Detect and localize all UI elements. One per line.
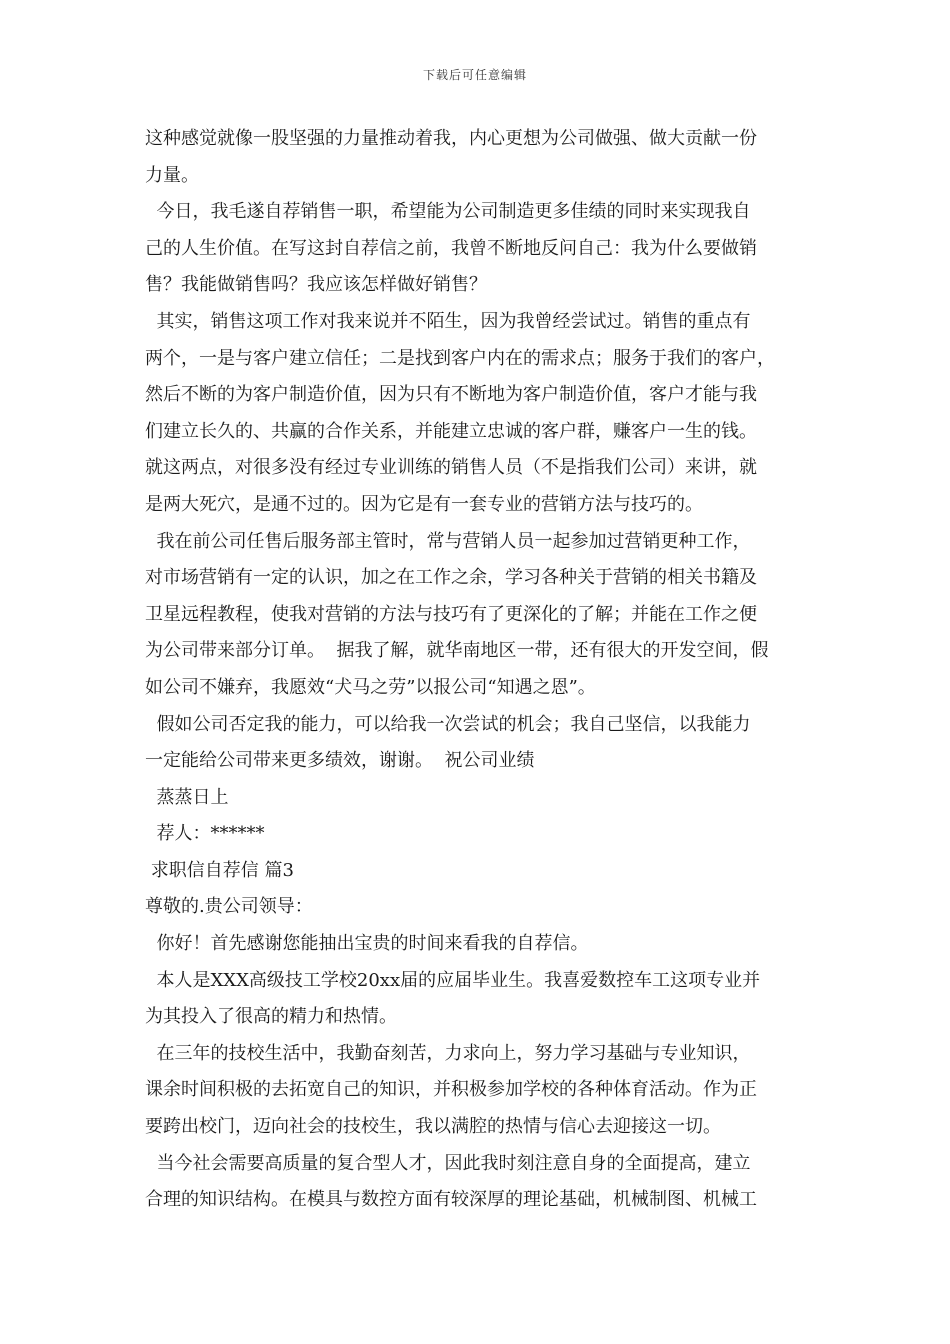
text-line: 其实，销售这项工作对我来说并不陌生，因为我曾经尝试过。销售的重点有 [145,310,751,332]
text-line: 要跨出校门，迈向社会的技校生，我以满腔的热情与信心去迎接这一切。 [145,1116,721,1138]
salutation: 尊敬的.贵公司领导： [145,896,313,918]
text-line: 力量。 [145,164,199,186]
text-line: 就这两点，对很多没有经过专业训练的销售人员（不是指我们公司）来讲，就 [145,457,757,479]
text-line: 当今社会需要高质量的复合型人才，因此我时刻注意自身的全面提高，建立 [145,1152,751,1174]
text-line: 合理的知识结构。在模具与数控方面有较深厚的理论基础，机械制图、机械工 [145,1189,757,1211]
text-line: 假如公司否定我的能力，可以给我一次尝试的机会；我自己坚信，以我能力 [145,713,751,735]
text-line: 们建立长久的、共赢的合作关系，并能建立忠诚的客户群，赚客户一生的钱。 [145,420,757,442]
section-title: 求职信自荐信 篇3 [145,859,294,881]
text-line: 你好！首先感谢您能抽出宝贵的时间来看我的自荐信。 [145,933,589,955]
document-body [145,121,805,1219]
text-line: 课余时间积极的去拓宽自己的知识，并积极参加学校的各种体育活动。作为正 [145,1079,757,1101]
text-line: 本人是XXX高级技工学校20xx届的应届毕业生。我喜爱数控车工这项专业并 [145,969,761,991]
text-line: 然后不断的为客户制造价值，因为只有不断地为客户制造价值，客户才能与我 [145,384,757,406]
page-header: 下载后可任意编辑 [422,68,527,82]
text-line: 售？我能做销售吗？我应该怎样做好销售？ [145,274,487,296]
signature-line: 荐人：****** [145,823,265,845]
text-line: 如公司不嫌弃，我愿效“犬马之劳”以报公司“知遇之恩”。 [145,676,596,698]
text-line: 在三年的技校生活中，我勤奋刻苦，力求向上，努力学习基础与专业知识， [145,1042,751,1064]
text-line: 我在前公司任售后服务部主管时，常与营销人员一起参加过营销更种工作， [145,530,751,552]
text-line: 一定能给公司带来更多绩效，谢谢。 祝公司业绩 [145,750,535,772]
text-line: 是两大死穴，是通不过的。因为它是有一套专业的营销方法与技巧的。 [145,493,703,515]
text-line: 为其投入了很高的精力和热情。 [145,1006,397,1028]
text-line: 卫星远程教程，使我对营销的方法与技巧有了更深化的了解；并能在工作之便 [145,603,757,625]
text-line: 对市场营销有一定的认识，加之在工作之余，学习各种关于营销的相关书籍及 [145,567,757,589]
text-line: 为公司带来部分订单。 据我了解，就华南地区一带，还有很大的开发空间，假 [145,640,769,662]
text-line: 今日，我毛遂自荐销售一职，希望能为公司制造更多佳绩的同时来实现我自 [145,201,751,223]
text-line: 两个，一是与客户建立信任；二是找到客户内在的需求点；服务于我们的客户， [145,347,775,369]
text-line: 这种感觉就像一股坚强的力量推动着我，内心更想为公司做强、做大贡献一份 [145,128,757,149]
text-line: 蒸蒸日上 [145,786,229,808]
text-line: 己的人生价值。在写这封自荐信之前，我曾不断地反问自己：我为什么要做销 [145,237,757,259]
